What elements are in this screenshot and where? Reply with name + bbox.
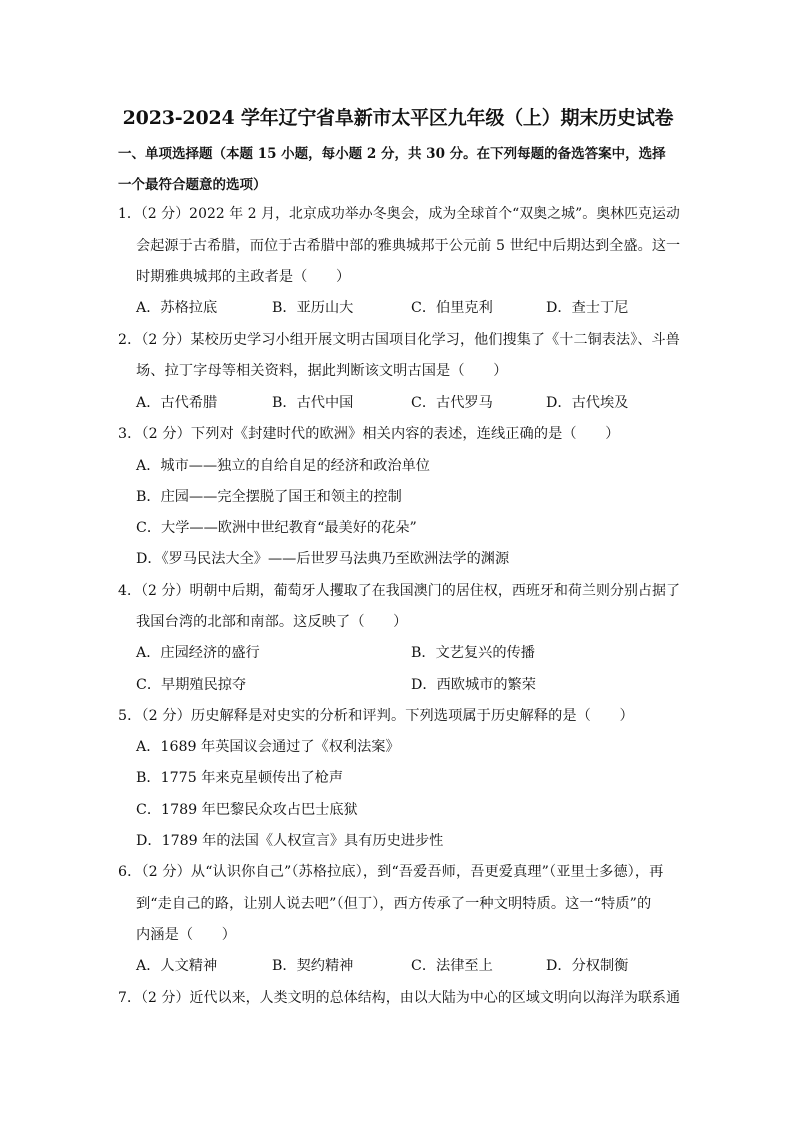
question-3-line-1: 3．（2 分）下列对《封建时代的欧洲》相关内容的表述，连线正确的是（ ） (118, 426, 620, 442)
question-6-option-b[interactable]: B．契约精神 (272, 958, 354, 974)
question-5-option-c[interactable]: C．1789 年巴黎民众攻占巴士底狱 (136, 802, 358, 818)
question-3-option-a[interactable]: A．城市——独立的自给自足的经济和政治单位 (136, 458, 430, 474)
question-6-option-c[interactable]: C．法律至上 (411, 958, 493, 974)
question-5-line-1: 5．（2 分）历史解释是对史实的分析和评判。下列选项属于历史解释的是（ ） (118, 708, 634, 724)
question-2-option-a[interactable]: A．古代希腊 (136, 395, 218, 411)
question-4-option-c[interactable]: C．早期殖民掠夺 (136, 677, 247, 693)
question-4-option-d[interactable]: D．西欧城市的繁荣 (411, 677, 536, 693)
question-6-option-a[interactable]: A．人文精神 (136, 958, 218, 974)
question-6-line-2: 到“走自己的路，让别人说去吧”（但丁），西方传承了一种文明特质。这一“特质”的 (136, 896, 652, 912)
question-2-line-2: 场、拉丁字母等相关资料，据此判断该文明古国是（ ） (136, 363, 508, 379)
question-2-option-c[interactable]: C．古代罗马 (411, 395, 493, 411)
question-1-line-1: 1．（2 分）2022 年 2 月，北京成功举办冬奥会，成为全球首个“双奥之城”。奥林匹克运动 (118, 206, 680, 222)
section-heading (118, 139, 678, 201)
question-6-line-1: 6．（2 分）从“认识你自己”（苏格拉底），到“吾爱吾师，吾更爱真理”（亚里士多德），再 (118, 864, 664, 880)
question-6-line-3: 内涵是（ ） (136, 927, 237, 943)
question-4-option-a[interactable]: A．庄园经济的盛行 (136, 645, 260, 661)
question-6-option-d[interactable]: D．分权制衡 (546, 958, 629, 974)
question-3-option-c[interactable]: C．大学——欧洲中世纪教育“最美好的花朵” (136, 520, 417, 536)
exam-title: 2023-2024 学年辽宁省阜新市太平区九年级（上）期末历史试卷 (122, 107, 674, 129)
question-4-line-1: 4．（2 分）明朝中后期，葡萄牙人攫取了在我国澳门的居住权，西班牙和荷兰则分别占据了 (118, 583, 681, 599)
question-4-option-b[interactable]: B．文艺复兴的传播 (411, 645, 535, 661)
question-1-line-2: 会起源于古希腊，而位于古希腊中部的雅典城邦于公元前 5 世纪中后期达到全盛。这一 (136, 238, 681, 254)
section-heading-line-2: 一个最符合题意的选项） (118, 177, 267, 193)
question-5-option-d[interactable]: D．1789 年的法国《人权宣言》具有历史进步性 (136, 833, 444, 849)
question-2-line-1: 2．（2 分）某校历史学习小组开展文明古国项目化学习，他们搜集了《十二铜表法》、斗兽 (118, 332, 680, 348)
question-1-line-3: 时期雅典城邦的主政者是（ ） (136, 269, 351, 285)
question-3-option-d[interactable]: D．《罗马民法大全》——后世罗马法典乃至欧洲法学的渊源 (136, 551, 510, 567)
question-1-option-d[interactable]: D．查士丁尼 (546, 300, 629, 316)
question-1-option-c[interactable]: C．伯里克利 (411, 300, 493, 316)
question-2-option-b[interactable]: B．古代中国 (272, 395, 354, 411)
question-1-option-b[interactable]: B．亚历山大 (272, 300, 354, 316)
question-7-line-1: 7．（2 分）近代以来，人类文明的总体结构，由以大陆为中心的区域文明向以海洋为联系通 (118, 990, 681, 1006)
question-3-option-b[interactable]: B．庄园——完全摆脱了国王和领主的控制 (136, 489, 402, 505)
question-5-option-b[interactable]: B．1775 年来克星顿传出了枪声 (136, 770, 344, 786)
question-1-option-a[interactable]: A．苏格拉底 (136, 300, 218, 316)
question-4-line-2: 我国台湾的北部和南部。这反映了（ ） (136, 614, 408, 630)
question-5-option-a[interactable]: A．1689 年英国议会通过了《权利法案》 (136, 739, 400, 755)
question-2-option-d[interactable]: D．古代埃及 (546, 395, 629, 411)
section-heading-line-1: 一、单项选择题（本题 15 小题，每小题 2 分，共 30 分。在下列每题的备选答案中，选择 (118, 146, 666, 162)
